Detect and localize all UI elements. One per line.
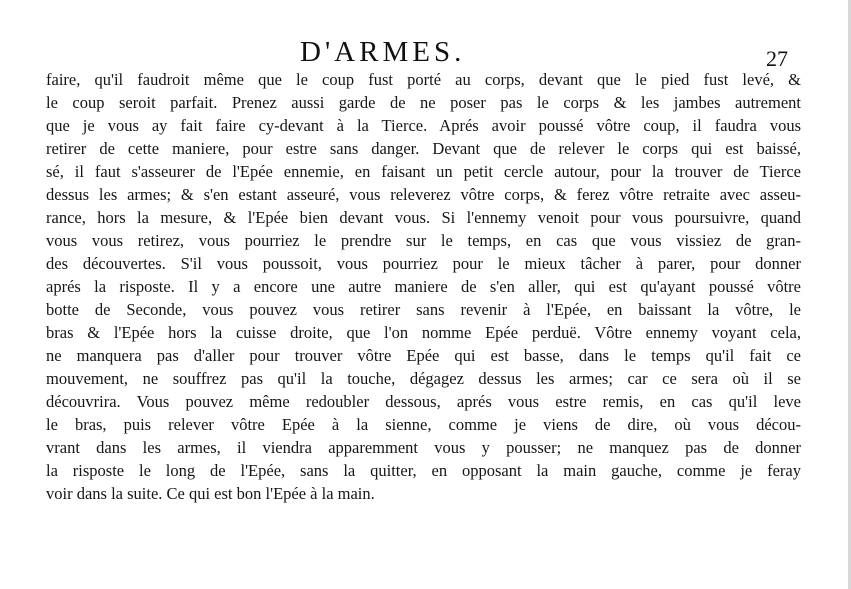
text-line: que je vous ay fait faire cy-devant à la Tierce. Aprés avoir poussé vôtre coup, il faudra vous <box>46 116 801 135</box>
text-line: la risposte le long de l'Epée, sans la quitter, en opposant la main gauche, comme je feray <box>46 461 801 480</box>
text-line: rance, hors la mesure, & l'Epée bien devant vous. Si l'ennemy venoit pour vous poursuivre, quand <box>46 208 801 227</box>
text-line: dessus les armes; & s'en estant asseuré, vous releverez vôtre corps, & ferez vôtre retraite avec asseu- <box>46 185 801 204</box>
text-line: botte de Seconde, vous pouvez vous retirer sans revenir à l'Epée, en baissant la vôtre, le <box>46 300 801 319</box>
text-line: mouvement, ne souffrez pas qu'il la touche, dégagez dessus les armes; car ce sera où il se <box>46 369 801 388</box>
text-line: faire, qu'il faudroit même que le coup fust porté au corps, devant que le pied fust levé, & <box>46 70 801 89</box>
text-line: ne manquera pas d'aller pour trouver vôtre Epée qui est basse, dans le temps qu'il fait ce <box>46 346 801 365</box>
text-line-last: voir dans la suite. Ce qui est bon l'Epée à la main. <box>46 484 375 503</box>
text-line: aprés la risposte. Il y a encore une autre maniere de s'en aller, qui est qu'ayant poussé vôtre <box>46 277 801 296</box>
text-line: sé, il faut s'asseurer de l'Epée ennemie, en faisant un petit cercle autour, pour la trouver de Tierce <box>46 162 801 181</box>
text-line: le coup seroit parfait. Prenez aussi garde de ne poser pas le corps & les jambes autrement <box>46 93 801 112</box>
text-line: retirer de cette maniere, pour estre sans danger. Devant que de relever le corps qui est baissé, <box>46 139 801 158</box>
text-line: des découvertes. S'il vous poussoit, vous pourriez pour le mieux tâcher à parer, pour donner <box>46 254 801 273</box>
text-line: vrant dans les armes, il viendra apparemment vous y pousser; ne manquez pas de donner <box>46 438 801 457</box>
page-number: 27 <box>766 46 788 71</box>
running-head-title: D'ARMES. <box>300 36 466 68</box>
text-line: vous vous retirez, vous pourriez le prendre sur le temps, en cas que vous vissiez de gran- <box>46 231 801 250</box>
text-line: découvrira. Vous pouvez même redoubler dessous, aprés vous estre remis, en cas qu'il leve <box>46 392 801 411</box>
body-text <box>46 68 801 505</box>
text-line: le bras, puis relever vôtre Epée à la sienne, comme je viens de dire, où vous décou- <box>46 415 801 434</box>
text-line: bras & l'Epée hors la cuisse droite, que l'on nomme Epée perduë. Vôtre ennemy voyant cela, <box>46 323 801 342</box>
